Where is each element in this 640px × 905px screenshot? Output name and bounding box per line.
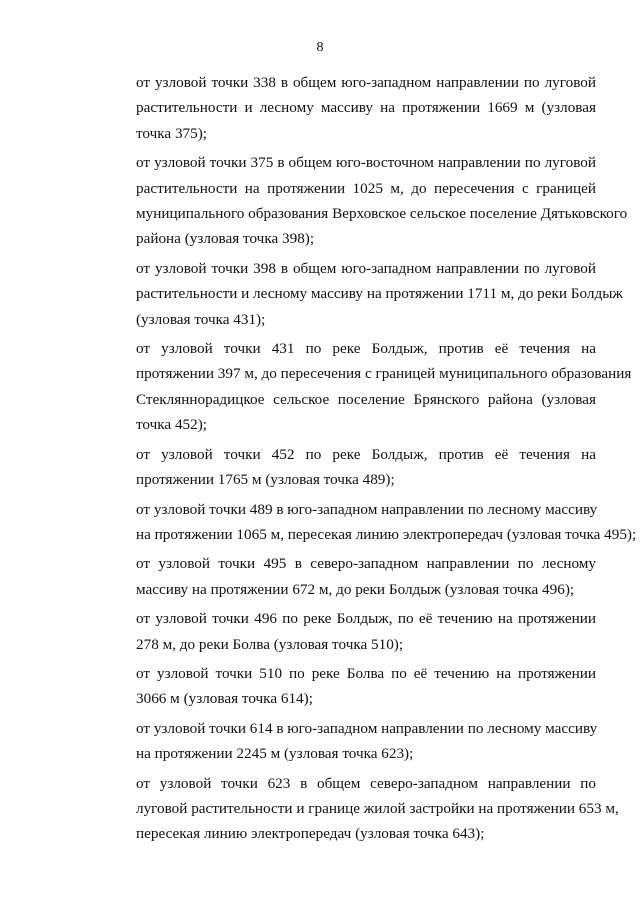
text-line: (узловая точка 431);: [136, 310, 266, 328]
text-line: муниципального образования Верховское сельское поселение Дятьковского: [136, 205, 628, 223]
paragraph: [100, 661, 596, 712]
text-line: пересекая линию электропередач (узловая точка 643);: [136, 825, 485, 843]
text-line: растительности и лесному массиву на протяжении 1711 м, до реки Болдыж: [136, 285, 623, 303]
text-line: от узловой точки 431 по реке Болдыж, против её течения на: [136, 340, 596, 358]
text-line: от узловой точки 496 по реке Болдыж, по её течению на протяжении: [136, 610, 596, 628]
paragraph: [100, 150, 628, 252]
text-line: от узловой точки 452 по реке Болдыж, против её течения на: [136, 445, 596, 463]
text-line: от узловой точки 510 по реке Болва по её течению на протяжении: [136, 664, 596, 682]
paragraph: [100, 497, 637, 548]
text-line: от узловой точки 375 в общем юго-восточном направлении по луговой: [136, 154, 596, 172]
text-line: протяжении 397 м, до пересечения с границей муниципального образования: [136, 365, 632, 383]
text-line: растительности на протяжении 1025 м, до пересечения с границей: [136, 179, 596, 197]
text-line: района (узловая точка 398);: [136, 230, 315, 248]
text-line: от узловой точки 495 в северо-западном направлении по лесному: [136, 555, 596, 573]
text-line: от узловой точки 398 в общем юго-западном направлении по луговой: [136, 259, 596, 277]
text-line: массиву на протяжении 672 м, до реки Болдыж (узловая точка 496);: [136, 580, 575, 598]
text-line: на протяжении 2245 м (узловая точка 623);: [136, 745, 414, 763]
text-line: точка 375);: [136, 124, 208, 142]
text-line: 278 м, до реки Болва (узловая точка 510);: [136, 635, 404, 653]
text-line: от узловой точки 623 в общем северо-западном направлении по: [136, 774, 596, 792]
text-line: от узловой точки 489 в юго-западном направлении по лесному массиву: [136, 500, 598, 518]
text-line: луговой растительности и границе жилой застройки на протяжении 653 м,: [136, 799, 619, 817]
text-line: точка 452);: [136, 416, 208, 434]
text-line: 3066 м (узловая точка 614);: [136, 690, 313, 708]
paragraph: [100, 551, 596, 602]
text-line: от узловой точки 614 в юго-западном направлении по лесному массиву: [136, 719, 598, 737]
paragraph: [100, 442, 596, 493]
text-line: Стекляннорадицкое сельское поселение Брянского района (узловая: [136, 390, 596, 408]
paragraph: [100, 336, 632, 438]
paragraph: [100, 256, 623, 332]
text-line: растительности и лесному массиву на протяжении 1669 м (узловая: [136, 99, 596, 117]
paragraph: [100, 70, 596, 146]
document-body: [100, 70, 637, 851]
paragraph: [100, 716, 596, 767]
text-line: от узловой точки 338 в общем юго-западном направлении по луговой: [136, 74, 596, 91]
page-number: 8: [316, 40, 324, 55]
text-line: протяжении 1765 м (узловая точка 489);: [136, 471, 395, 489]
text-line: на протяжении 1065 м, пересекая линию электропередач (узловая точка 495);: [136, 525, 637, 543]
paragraph: [100, 771, 619, 847]
paragraph: [100, 606, 596, 657]
